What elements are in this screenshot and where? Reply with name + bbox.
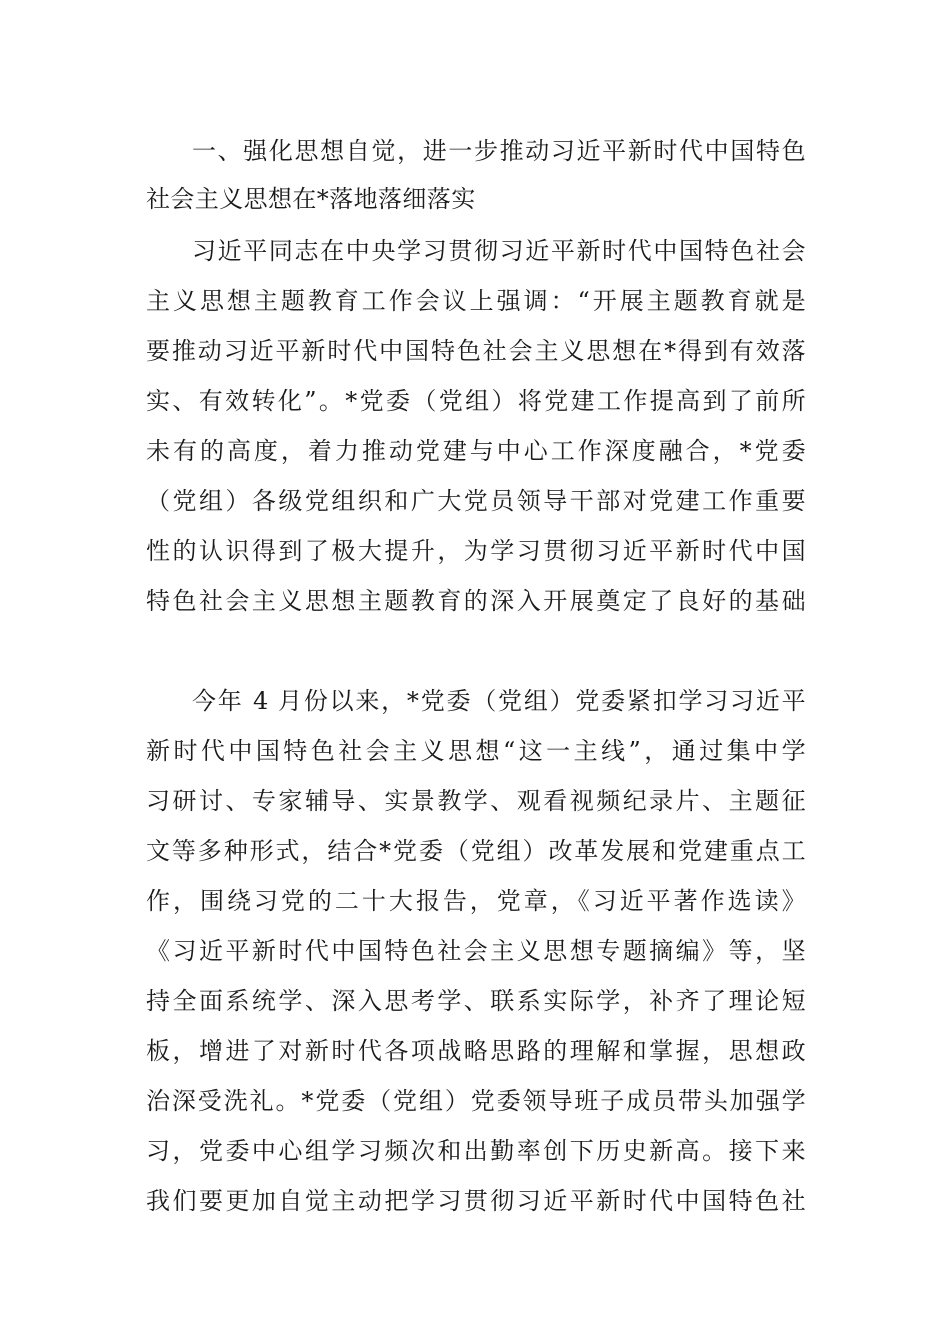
paragraph-1-line-4: 实、有效转化”。*党委（党组）将党建工作提高到了前所 — [146, 387, 806, 415]
paragraph-2-line-10: 习，党委中心组学习频次和出勤率创下历史新高。接下来 — [146, 1137, 806, 1165]
paragraph-1-line-6: （党组）各级党组织和广大党员领导干部对党建工作重要 — [146, 487, 806, 515]
paragraph-1-line-3: 要推动习近平新时代中国特色社会主义思想在*得到有效落 — [146, 337, 806, 365]
paragraph-1-line-7: 性的认识得到了极大提升，为学习贯彻习近平新时代中国 — [146, 537, 806, 565]
paragraph-2-line-2: 新时代中国特色社会主义思想“这一主线”，通过集中学 — [146, 737, 806, 765]
paragraph-2-line-6: 《习近平新时代中国特色社会主义思想专题摘编》等，坚 — [146, 937, 806, 965]
paragraph-1-line-8: 特色社会主义思想主题教育的深入开展奠定了良好的基础 — [146, 587, 806, 615]
paragraph-1-line-5: 未有的高度，着力推动党建与中心工作深度融合，*党委 — [146, 437, 806, 465]
paragraph-2-line-1: 今年 4 月份以来，*党委（党组）党委紧扣学习习近平 — [192, 687, 806, 715]
paragraph-1-line-2: 主义思想主题教育工作会议上强调：“开展主题教育就是 — [146, 287, 806, 315]
section-heading-line-1: 一、强化思想自觉，进一步推动习近平新时代中国特色 — [192, 137, 806, 165]
paragraph-2-line-9: 治深受洗礼。*党委（党组）党委领导班子成员带头加强学 — [146, 1087, 806, 1115]
paragraph-2-line-11: 我们要更加自觉主动把学习贯彻习近平新时代中国特色社 — [146, 1187, 806, 1215]
paragraph-2-line-8: 板，增进了对新时代各项战略思路的理解和掌握，思想政 — [146, 1037, 806, 1065]
section-heading-line-2: 社会主义思想在*落地落细落实 — [146, 185, 476, 213]
paragraph-2-line-7: 持全面系统学、深入思考学、联系实际学，补齐了理论短 — [146, 987, 806, 1015]
paragraph-2-line-5: 作，围绕习党的二十大报告，党章，《习近平著作选读》 — [146, 887, 806, 915]
paragraph-2-line-3: 习研讨、专家辅导、实景教学、观看视频纪录片、主题征 — [146, 787, 806, 815]
paragraph-2-line-4: 文等多种形式，结合*党委（党组）改革发展和党建重点工 — [146, 837, 806, 865]
paragraph-1-line-1: 习近平同志在中央学习贯彻习近平新时代中国特色社会 — [192, 237, 806, 265]
